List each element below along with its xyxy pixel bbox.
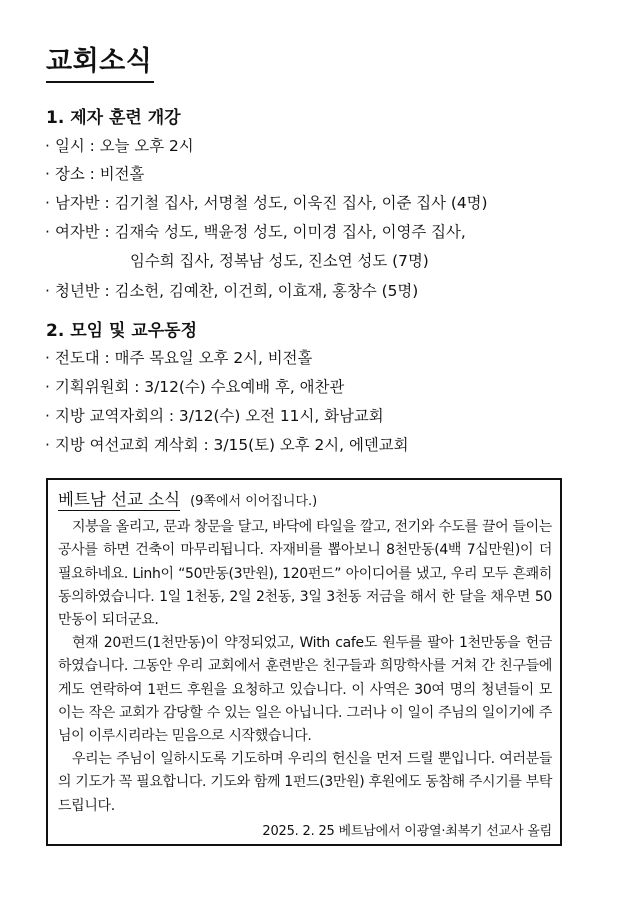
list-item — [40, 221, 466, 243]
item-text: 남자반 : 김기철 집사, 서명철 성도, 이욱진 집사, 이준 집사 (4명) — [55, 194, 488, 212]
list-item — [40, 135, 194, 157]
list-item — [40, 347, 312, 369]
bullet-dot: · — [45, 165, 50, 183]
bullet-dot: · — [45, 223, 50, 241]
list-item-continuation: 임수희 집사, 정복남 성도, 진소연 성도 (7명) — [130, 252, 429, 270]
list-item — [40, 163, 144, 185]
item-text: 일시 : 오늘 오후 2시 — [55, 137, 194, 155]
item-text: 전도대 : 매주 목요일 오후 2시, 비전홀 — [55, 349, 313, 367]
bullet-dot: · — [45, 349, 50, 367]
page-title: 교회소식 — [46, 44, 154, 83]
list-item — [40, 376, 344, 398]
bullet-dot: · — [45, 407, 50, 425]
bullet-dot: · — [45, 194, 50, 212]
mission-news-box — [46, 478, 562, 846]
bullet-dot: · — [45, 137, 50, 155]
news-paragraph-1: 지붕을 올리고, 문과 창문을 달고, 바닥에 타일을 깔고, 전기와 수도를 끌어 들이는 공사를 하면 건축이 마무리됩니다. 자재비를 뽑아보니 8천만동(4백 7십만원)이 더 필요하네요. Linh이 “50만동(3만원), 120펀드” 아이디어를 냈고, 우리 모두 흔쾌히 동의하였습니다. 1일 1천동, 2일 2천동, 3일 3천동 저금을 해서 한 달을 채우면 50만동이 되더군요. — [58, 519, 552, 629]
section-heading-discipleship: 1. 제자 훈련 개강 — [46, 108, 181, 128]
bullet-dot: · — [45, 282, 50, 300]
section-heading-meetings: 2. 모임 및 교우동정 — [46, 321, 197, 341]
news-paragraph-2: 현재 20펀드(1천만동)이 약정되었고, With cafe도 원두를 팔아 1천만동을 헌금하였습니다. 그동안 우리 교회에서 훈련받은 친구들과 희망학사를 거쳐 간 친구들에게도 연락하여 1펀드 후원을 요청하고 있습니다. 이 사역은 30여 명의 청년들이 모이는 작은 교회가 감당할 수 있는 일은 아닙니다. 그러나 이 일이 주님의 일이기에 주님이 이루시리라는 믿음으로 시작했습니다. — [58, 635, 552, 745]
item-text: 지방 여선교회 계삭회 : 3/15(토) 오후 2시, 에덴교회 — [55, 436, 409, 454]
news-paragraph-3: 우리는 주님이 일하시도록 기도하며 우리의 헌신을 먼저 드릴 뿐입니다. 여러분들의 기도가 꼭 필요합니다. 기도와 함께 1펀드(3만원) 후원에도 동참해 주시기를 부탁드립니다. — [58, 751, 553, 814]
item-text: 청년반 : 김소헌, 김예찬, 이건희, 이효재, 홍창수 (5명) — [55, 282, 419, 300]
news-box-subtitle: (9쪽에서 이어집니다.) — [190, 494, 318, 509]
bullet-dot: · — [45, 436, 50, 454]
item-text: 여자반 : 김재숙 성도, 백윤정 성도, 이미경 집사, 이영주 집사, — [55, 223, 466, 241]
list-item — [40, 192, 488, 214]
item-text: 기획위원회 : 3/12(수) 수요예배 후, 애찬관 — [55, 378, 345, 396]
item-text: 장소 : 비전홀 — [55, 165, 145, 183]
list-item — [40, 280, 418, 302]
bullet-dot: · — [45, 378, 50, 396]
news-box-title: 베트남 선교 소식 — [58, 490, 181, 509]
news-signature: 2025. 2. 25 베트남에서 이광열·최복기 선교사 올림 — [262, 824, 552, 839]
item-text: 지방 교역자회의 : 3/12(수) 오전 11시, 화남교회 — [55, 407, 384, 425]
list-item — [40, 405, 384, 427]
list-item — [40, 434, 408, 456]
news-box-header — [58, 486, 317, 510]
